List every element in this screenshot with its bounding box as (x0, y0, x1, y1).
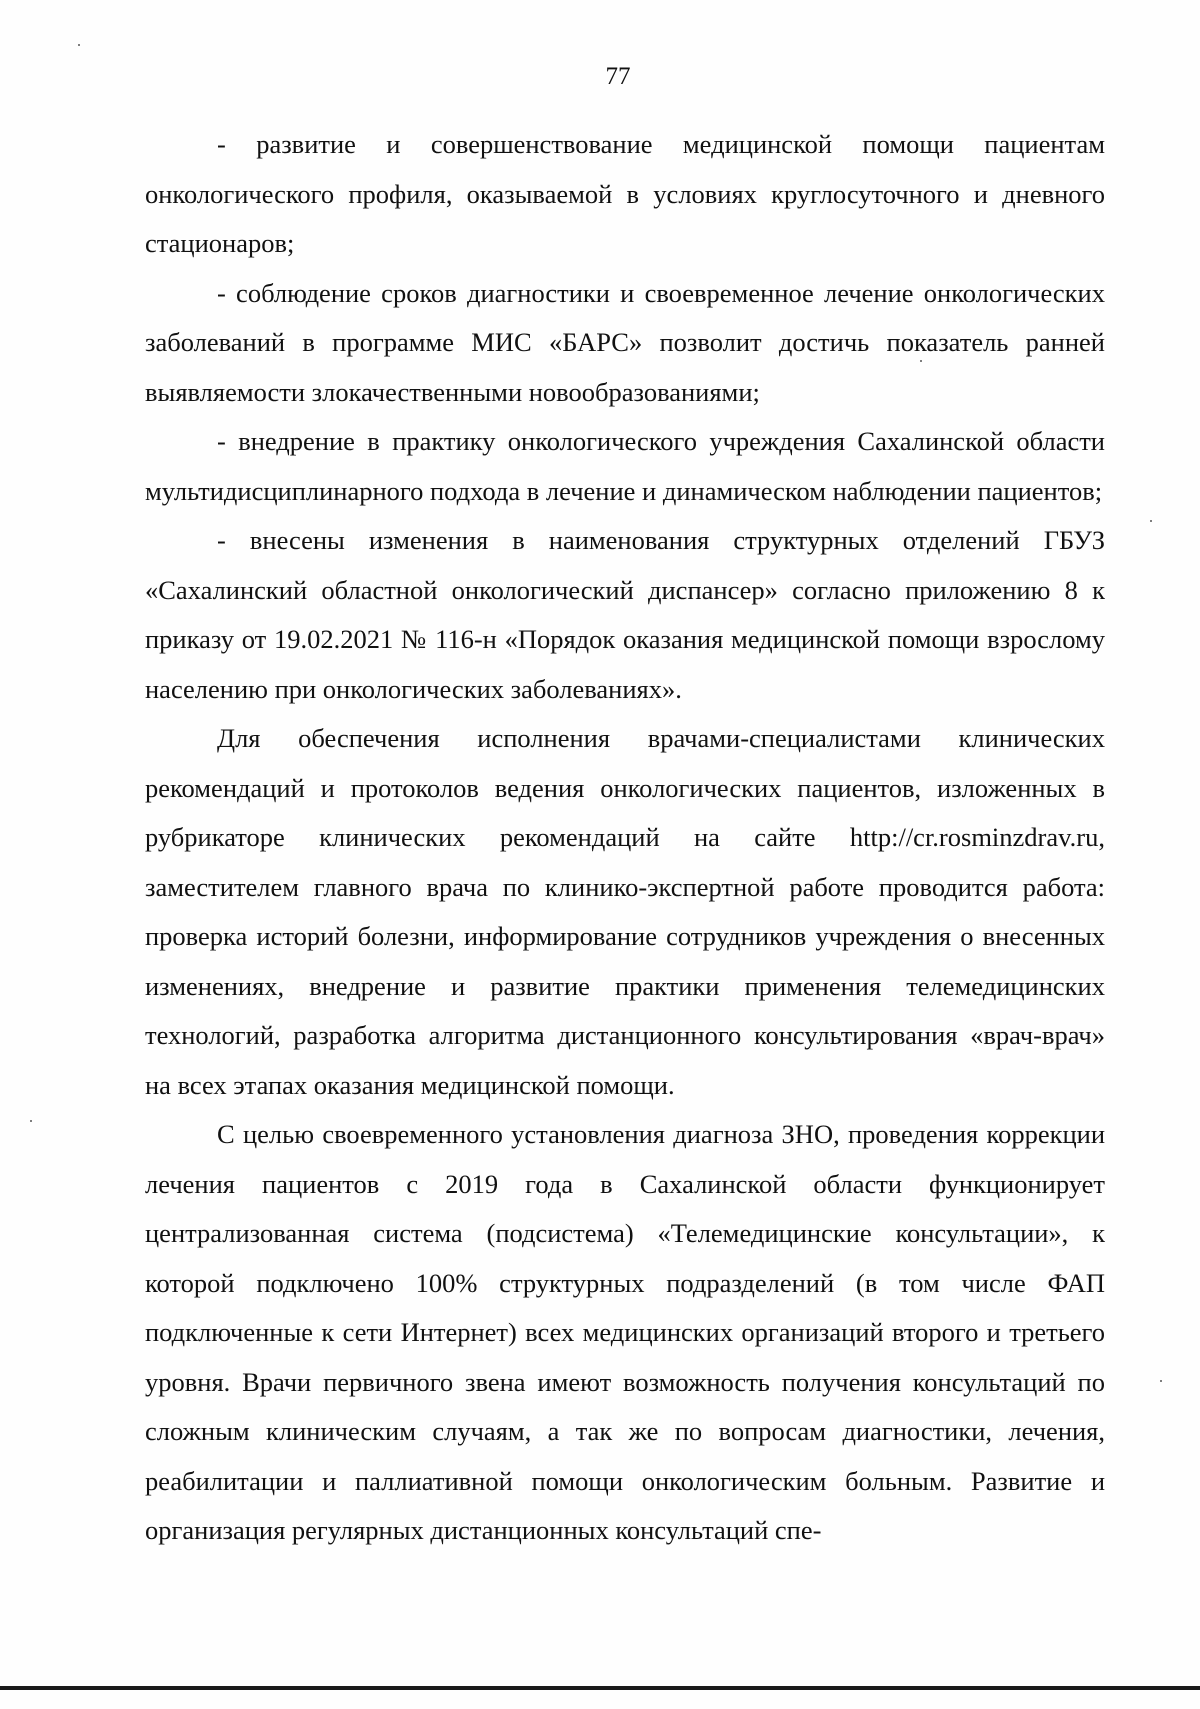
paragraph-telemedicine: С целью своевременного установления диагноза ЗНО, проведения коррекции лечения пациентов с 2019 года в Сахалинской области функционирует централизованная система (подсистема) «Телемедицинские консультации», к которой подключено 100% структурных подразделений (в том числе ФАП подключенные к сети Интернет) всех медицинских организаций второго и третьего уровня. Врачи первичного звена имеют возможность получения консультаций по сложным клиническим случаям, а так же по вопросам диагностики, лечения, реабилитации и паллиативной помощи онкологическим больным. Развитие и организация регулярных дистанционных консультаций спе- (145, 1119, 1105, 1545)
paragraph-bullet-structural-changes: - внесены изменения в наименования структурных отделений ГБУЗ «Сахалинский областной онкологический диспансер» согласно приложению 8 к приказу от 19.02.2021 № 116-н «Порядок оказания медицинской помощи взрослому населению при онкологических заболеваниях». (145, 525, 1105, 704)
scan-speck (30, 1120, 32, 1122)
body-text (145, 120, 1105, 1556)
page-number: 77 (605, 63, 631, 90)
paragraph-bullet-development: - развитие и совершенствование медицинской помощи пациентам онкологического профиля, оказываемой в условиях круглосуточного и дневного стационаров; (145, 129, 1105, 258)
scan-speck (78, 44, 80, 46)
paragraph-bullet-multidisciplinary: - внедрение в практику онкологического учреждения Сахалинской области мультидисциплинарного подхода в лечение и динамическом наблюдении пациентов; (145, 426, 1105, 506)
paragraph-clinical-recommendations: Для обеспечения исполнения врачами-специалистами клинических рекомендаций и протоколов ведения онкологических пациентов, изложенных в рубрикаторе клинических рекомендаций на сайте http://cr.rosminzdrav.ru, заместителем главного врача по клинико-экспертной работе проводится работа: проверка историй болезни, информирование сотрудников учреждения о внесенных изменениях, внедрение и развитие практики применения телемедицинских технологий, разработка алгоритма дистанционного консультирования «врач-врач» на всех этапах оказания медицинской помощи. (145, 723, 1105, 1100)
scan-speck (1150, 520, 1152, 522)
scan-speck (920, 360, 922, 362)
scan-speck (1160, 1380, 1162, 1382)
scan-bottom-edge (0, 1686, 1200, 1690)
paragraph-bullet-diagnostics-terms: - соблюдение сроков диагностики и своевременное лечение онкологических заболеваний в программе МИС «БАРС» позволит достичь показатель ранней выявляемости злокачественными новообразованиями; (145, 277, 1105, 407)
